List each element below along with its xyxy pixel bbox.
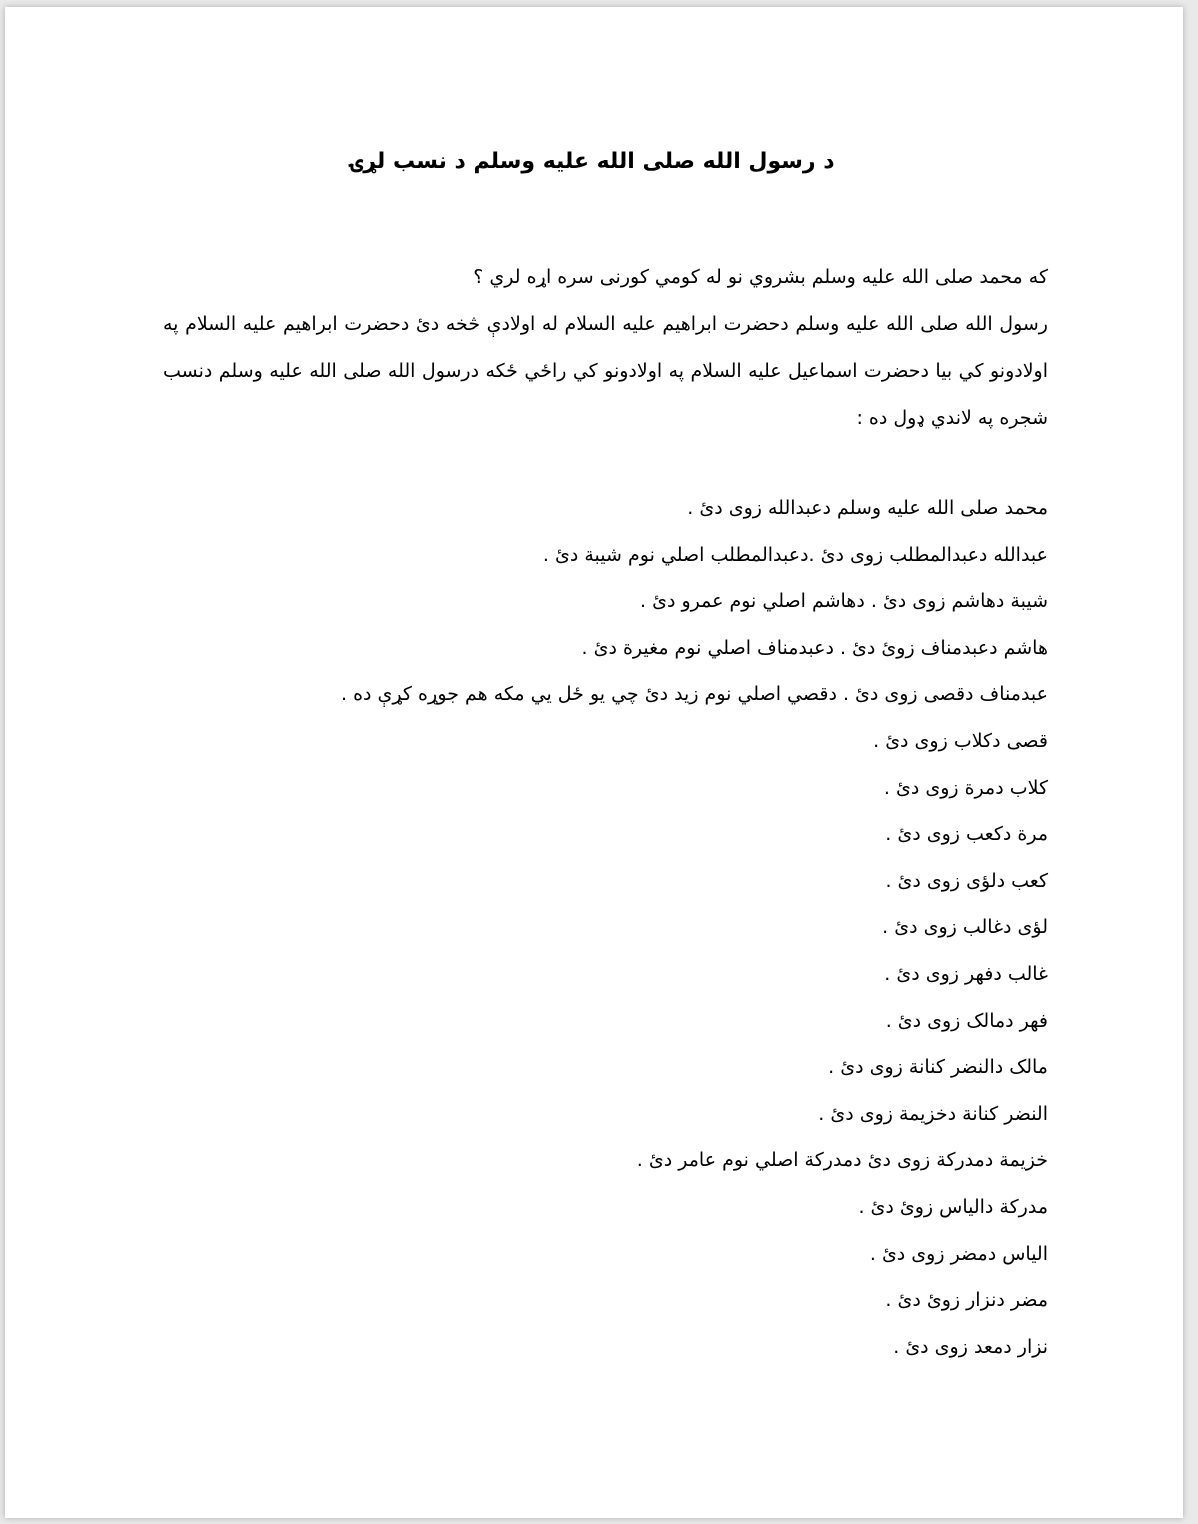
lineage-line: مدرکة دالياس زوئ دئ . [858,1195,1048,1218]
lineage-line: عبدمناف دقصی زوی دئ . دقصي اصلي نوم زيد دئ چي يو ځل يي مکه هم جوړه کړې ده . [341,683,1048,706]
document-title: د رسول الله صلی الله علیه وسلم د نسب لړۍ [350,149,835,174]
lineage-line: مضر دنزار زوئ دئ . [885,1289,1048,1312]
intro-paragraph: رسول الله صلی الله علیه وسلم دحضرت ابراهيم عليه السلام له اولادې څخه دئ دحضرت ابراهيم عليه السلام په اولادونو کي بيا دحضرت اسماعيل عليه السلام په اولادونو کي راځي ځکه درسول الله صلی الله علیه وسلم دنسب شجره په لاندي ډول ده : [163,313,1048,429]
lineage-line: مرة دکعب زوی دئ . [885,823,1048,846]
lineage-line: قصی دکلاب زوی دئ . [873,729,1048,752]
lineage-line: فهر دمالک زوی دئ . [885,1009,1048,1032]
intro-question: که محمد صلی الله علیه وسلم بشروي نو له کومي کورنی سره اړه لري ؟ [473,266,1048,288]
lineage-line: النضر کنانة دخزيمة زوی دئ . [818,1102,1048,1125]
document-page [5,7,1183,1518]
lineage-line: لؤی دغالب زوی دئ . [882,916,1048,939]
lineage-line: کلاب دمرة زوی دئ . [883,776,1048,799]
lineage-list [163,485,1048,1370]
lineage-line: عبدالله دعبدالمطلب زوی دئ .دعبدالمطلب اصلي نوم شيبة دئ . [542,543,1048,566]
lineage-line: شيبة دهاشم زوی دئ . دهاشم اصلي نوم عمرو دئ . [640,590,1048,613]
intro-section [163,254,1048,442]
lineage-line: نزار دمعد زوی دئ . [893,1335,1048,1358]
lineage-line: غالب دفهر زوی دئ . [884,962,1048,985]
lineage-line: خزيمة دمدرکة زوی دئ دمدرکة اصلي نوم عامر دئ . [636,1149,1048,1172]
lineage-line: هاشم دعبدمناف زوئ دئ . دعبدمناف اصلي نوم مغيرة دئ . [581,636,1048,659]
lineage-line: مالک دالنضر کنانة زوی دئ . [828,1056,1048,1079]
lineage-line: کعب دلؤی زوی دئ . [885,869,1048,892]
lineage-line: الياس دمضر زوی دئ . [869,1242,1048,1265]
lineage-line: محمد صلی الله علیه وسلم دعبدالله زوی دئ . [687,497,1048,519]
